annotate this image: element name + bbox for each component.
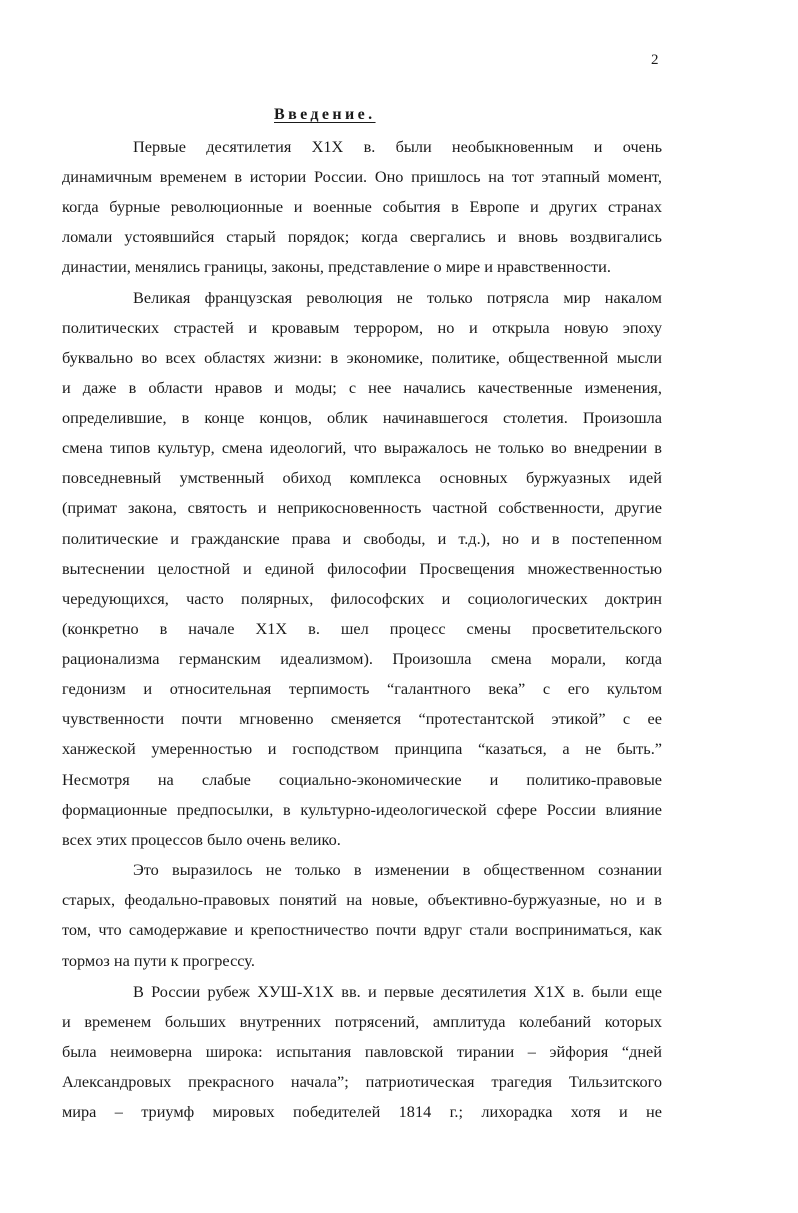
text-line: политических страстей и кровавым террором, но и открыла новую эпоху	[62, 318, 662, 337]
text-line: динамичным временем в истории России. Оно пришлось на тот этапный момент,	[62, 167, 662, 186]
text-line: ханжеской умеренностью и господством принципа “казаться, а не быть.”	[62, 739, 662, 758]
text-line: когда бурные революционные и военные события в Европе и других странах	[62, 197, 662, 216]
text-line: и даже в области нравов и моды; с нее начались качественные изменения,	[62, 378, 662, 397]
page-number: 2	[651, 52, 659, 68]
text-line: Это выразилось не только в изменении в общественном сознании	[133, 860, 662, 879]
text-line: Несмотря на слабые социально-экономические и политико-правовые	[62, 770, 662, 789]
text-line: (примат закона, святость и неприкосновенность частной собственности, другие	[62, 498, 662, 517]
text-line: В России рубеж ХУШ-Х1Х вв. и первые десятилетия Х1Х в. были еще	[133, 982, 662, 1001]
text-line: и временем больших внутренних потрясений, амплитуда колебаний которых	[62, 1012, 662, 1031]
text-line: гедонизм и относительная терпимость “галантного века” с его культом	[62, 679, 662, 698]
text-line: политические и гражданские права и свободы, и т.д.), но и в постепенном	[62, 529, 662, 548]
text-line: буквально во всех областях жизни: в экономике, политике, общественной мысли	[62, 348, 662, 367]
text-line: Великая французская революция не только потрясла мир накалом	[133, 288, 662, 307]
text-line: определившие, в конце концов, облик начинавшегося столетия. Произошла	[62, 408, 662, 427]
text-line: (конкретно в начале Х1Х в. шел процесс смены просветительского	[62, 619, 662, 638]
text-line: тормоз на пути к прогрессу.	[62, 951, 255, 970]
text-line: Первые десятилетия Х1Х в. были необыкновенным и очень	[133, 137, 662, 156]
text-line: вытеснении целостной и единой философии Просвещения множественностью	[62, 559, 662, 578]
text-line: всех этих процессов было очень велико.	[62, 830, 341, 849]
text-line: была неимоверна широка: испытания павловской тирании – эйфория “дней	[62, 1042, 662, 1061]
text-line: формационные предпосылки, в культурно-идеологической сфере России влияние	[62, 800, 662, 819]
text-line: чередующихся, часто полярных, философских и социологических доктрин	[62, 589, 662, 608]
text-line: династии, менялись границы, законы, представление о мире и нравственности.	[62, 257, 611, 276]
text-line: старых, феодально-правовых понятий на новые, объективно-буржуазные, но и в	[62, 890, 662, 909]
text-line: Александровых прекрасного начала”; патриотическая трагедия Тильзитского	[62, 1072, 662, 1091]
text-line: повседневный умственный обиход комплекса основных буржуазных идей	[62, 468, 662, 487]
page-heading: Введение.	[274, 106, 376, 123]
text-line: рационализма германским идеализмом). Произошла смена морали, когда	[62, 649, 662, 668]
text-line: чувственности почти мгновенно сменяется “протестантской этикой” с ее	[62, 709, 662, 728]
text-line: смена типов культур, смена идеологий, что выражалось не только во внедрении в	[62, 438, 662, 457]
text-line: мира – триумф мировых победителей 1814 г.; лихорадка хотя и не	[62, 1102, 662, 1121]
text-line: ломали устоявшийся старый порядок; когда свергались и вновь воздвигались	[62, 227, 662, 246]
text-line: том, что самодержавие и крепостничество почти вдруг стали восприниматься, как	[62, 920, 662, 939]
